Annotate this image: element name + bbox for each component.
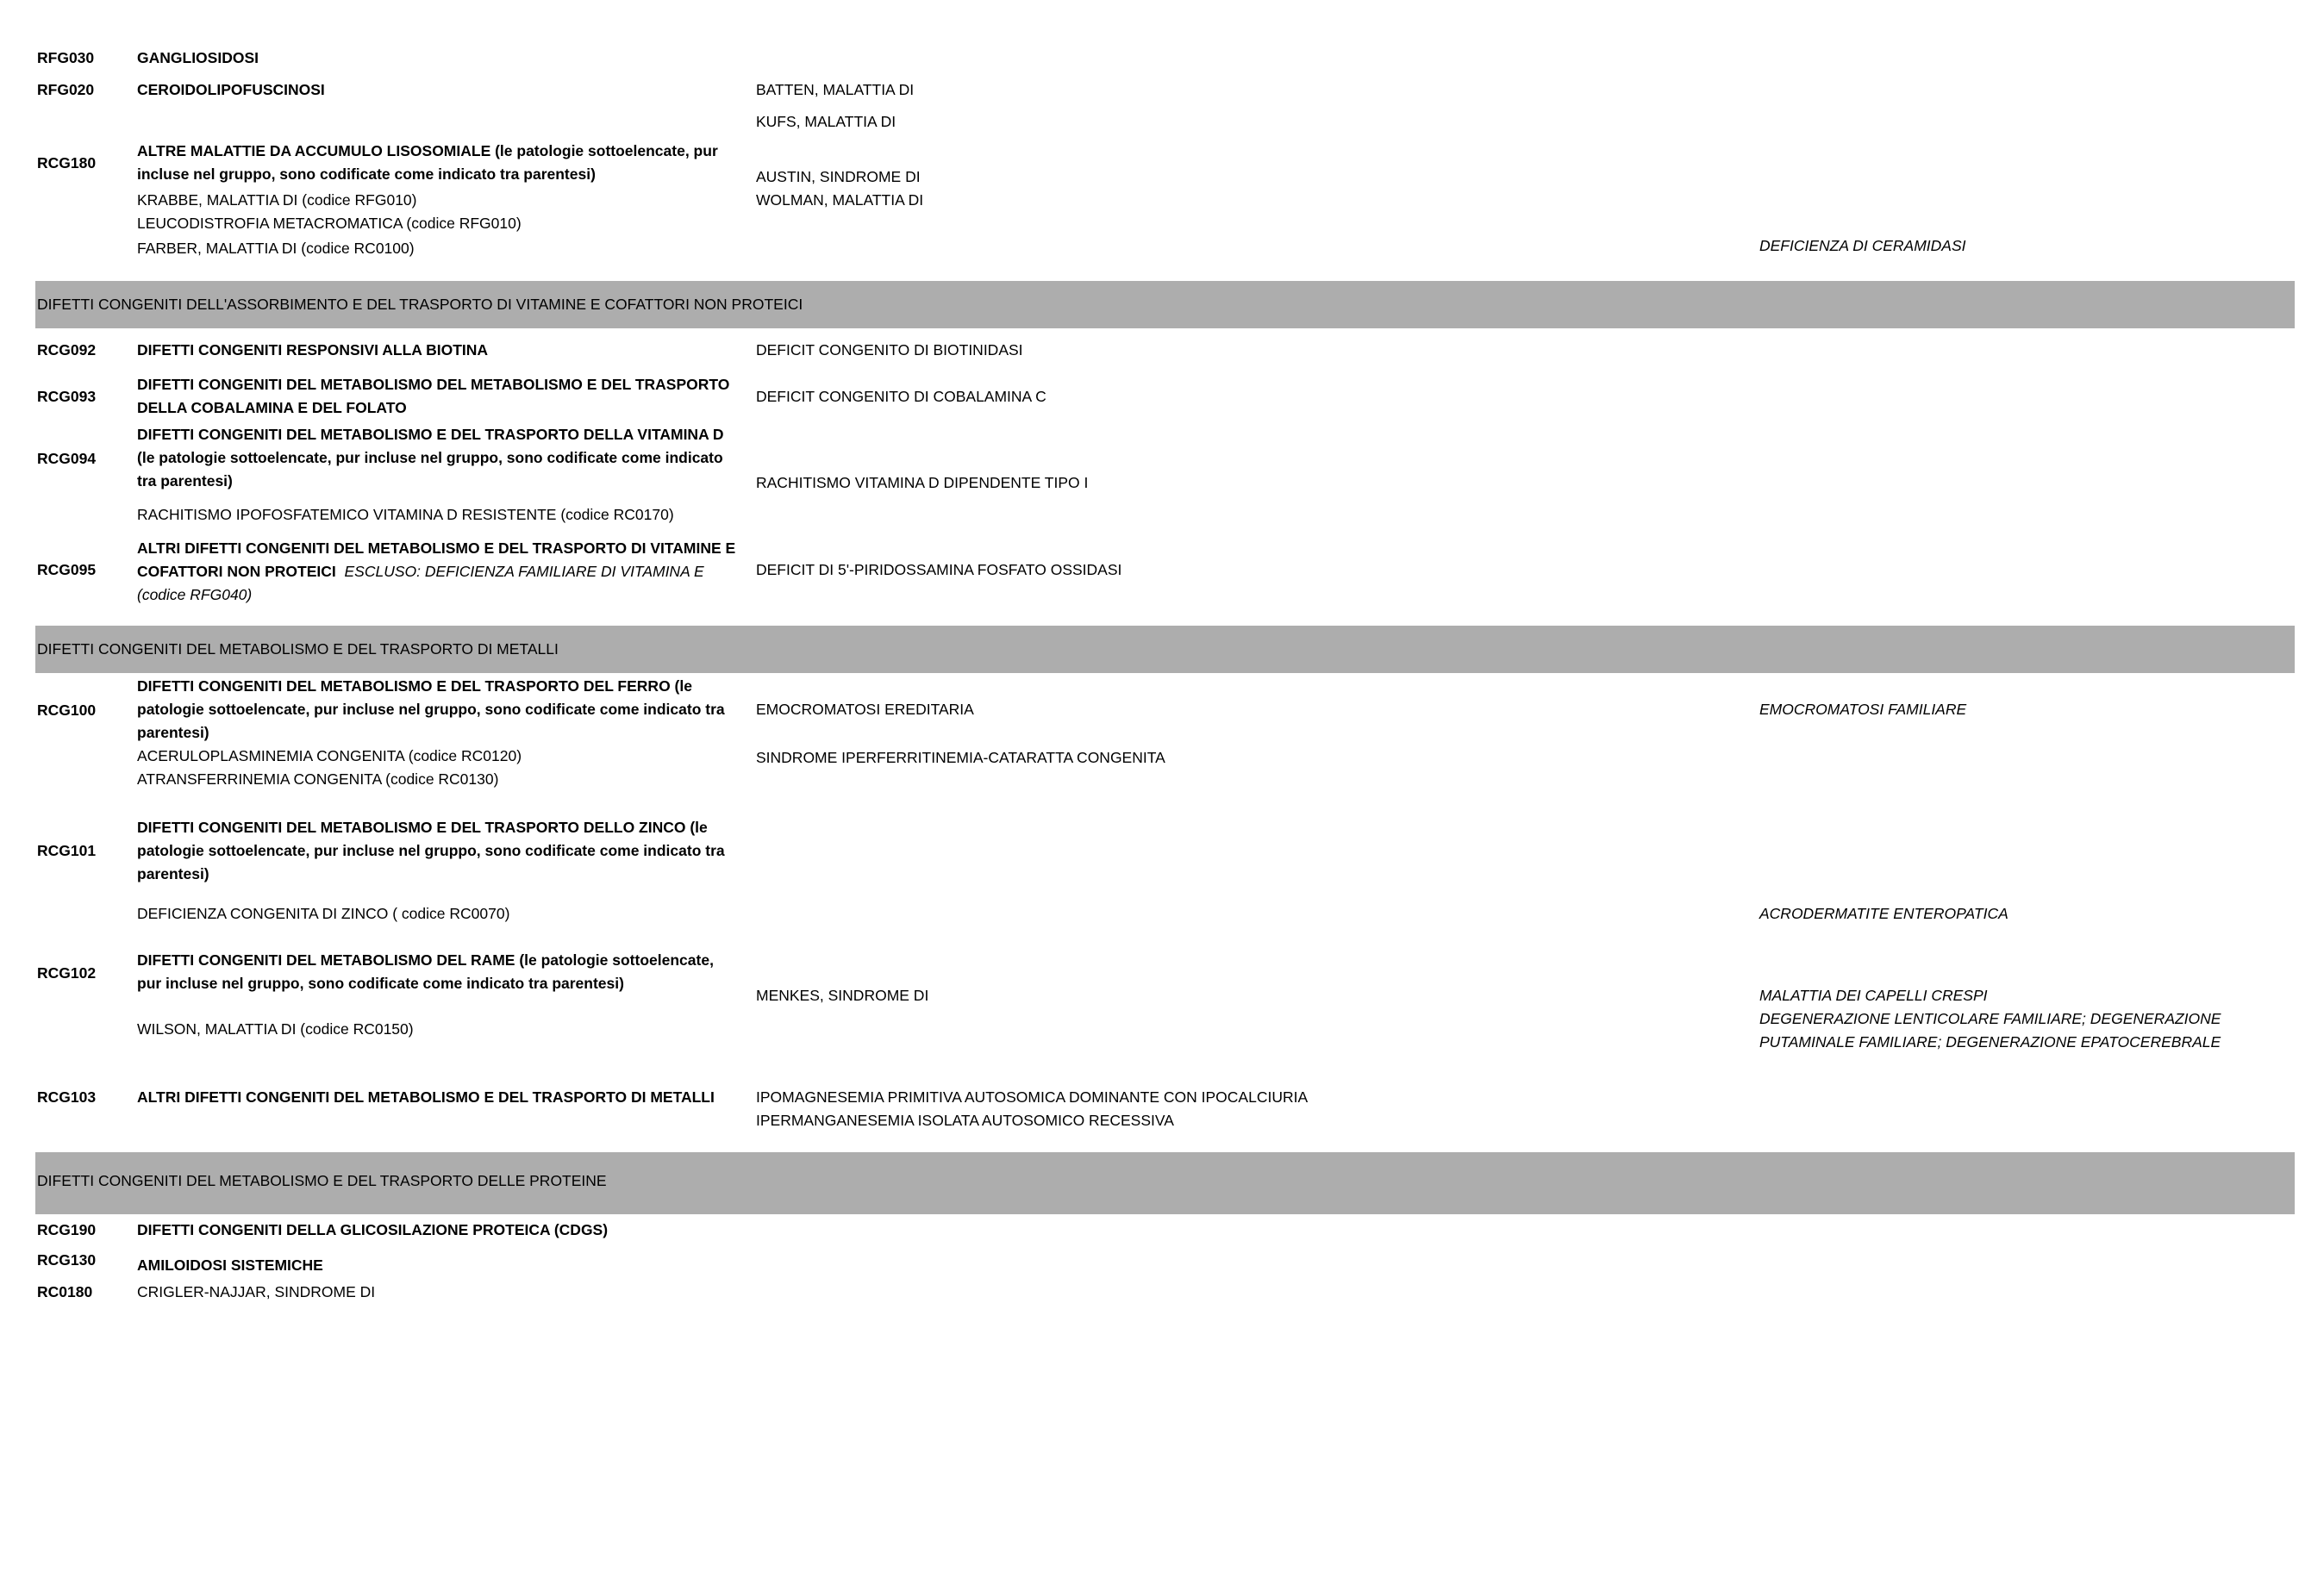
synonym-rcg094: RACHITISMO VITAMINA D DIPENDENTE TIPO I — [756, 474, 1089, 491]
title-rcg102-2: pur incluse nel gruppo, sono codificate come indicato tra parentesi) — [137, 975, 624, 992]
exclusion-code-rcg095: (codice RFG040) — [137, 586, 253, 603]
synonym-rcg095: DEFICIT DI 5'-PIRIDOSSAMINA FOSFATO OSSIDASI — [756, 561, 1122, 578]
title-rcg101-3: parentesi) — [137, 865, 209, 882]
code-rcg093: RCG093 — [37, 388, 97, 405]
code-rfg030: RFG030 — [37, 49, 95, 66]
synonym-rfg020-1: BATTEN, MALATTIA DI — [756, 81, 915, 98]
title-rfg030: GANGLIOSIDOSI — [137, 49, 259, 66]
section-band-proteine — [35, 1152, 2295, 1214]
sub-rcg180-3: FARBER, MALATTIA DI (codice RC0100) — [137, 240, 415, 257]
title-rcg101-1: DIFETTI CONGENITI DEL METABOLISMO E DEL TRASPORTO DELLO ZINCO (le — [137, 819, 708, 836]
sub-rcg102: WILSON, MALATTIA DI (codice RC0150) — [137, 1020, 414, 1038]
sub-rcg100-2: ATRANSFERRINEMIA CONGENITA (codice RC0130) — [137, 770, 499, 788]
code-rcg102: RCG102 — [37, 964, 97, 982]
title-rcg095-1: ALTRI DIFETTI CONGENITI DEL METABOLISMO E DEL TRASPORTO DI VITAMINE E — [137, 539, 736, 557]
alt-name-rcg101: ACRODERMATITE ENTEROPATICA — [1759, 905, 2009, 922]
synonym-rcg102: MENKES, SINDROME DI — [756, 987, 929, 1004]
section-band-vitamine — [35, 281, 2295, 328]
code-rcg095: RCG095 — [37, 561, 97, 578]
title-rcg093-2: DELLA COBALAMINA E DEL FOLATO — [137, 399, 407, 416]
sub-rcg180-1: KRABBE, MALATTIA DI (codice RFG010) — [137, 191, 417, 209]
code-rfg020: RFG020 — [37, 81, 95, 98]
sub-rcg101: DEFICIENZA CONGENITA DI ZINCO ( codice RC0070) — [137, 905, 510, 922]
title-rcg092: DIFETTI CONGENITI RESPONSIVI ALLA BIOTINA — [137, 341, 489, 359]
sub-rcg180-2: LEUCODISTROFIA METACROMATICA (codice RFG010) — [137, 215, 522, 232]
code-rcg103: RCG103 — [37, 1088, 97, 1106]
title-rcg100-2: patologie sottoelencate, pur incluse nel gruppo, sono codificate come indicato tra — [137, 701, 725, 718]
title-rcg100-1: DIFETTI CONGENITI DEL METABOLISMO E DEL TRASPORTO DEL FERRO (le — [137, 677, 692, 695]
sub-rcg100-1: ACERULOPLASMINEMIA CONGENITA (codice RC0120) — [137, 747, 522, 764]
section-title-metalli: DIFETTI CONGENITI DEL METABOLISMO E DEL TRASPORTO DI METALLI — [37, 640, 559, 658]
code-rcg094: RCG094 — [37, 450, 97, 467]
title-rcg101-2: patologie sottoelencate, pur incluse nel gruppo, sono codificate come indicato tra — [137, 842, 725, 859]
synonym-rcg103-2: IPERMANGANESEMIA ISOLATA AUTOSOMICO RECESSIVA — [756, 1112, 1174, 1129]
synonym-rcg103-1: IPOMAGNESEMIA PRIMITIVA AUTOSOMICA DOMINANTE CON IPOCALCIURIA — [756, 1088, 1309, 1106]
title-rcg094-3: tra parentesi) — [137, 472, 233, 489]
title-rcg095-2-line — [137, 560, 704, 583]
title-rcg103: ALTRI DIFETTI CONGENITI DEL METABOLISMO E DEL TRASPORTO DI METALLI — [137, 1088, 715, 1106]
code-rcg130: RCG130 — [37, 1251, 97, 1269]
title-rcg094-2: (le patologie sottoelencate, pur incluse nel gruppo, sono codificate come indicato — [137, 449, 723, 466]
section-title-proteine: DIFETTI CONGENITI DEL METABOLISMO E DEL TRASPORTO DELLE PROTEINE — [37, 1172, 607, 1189]
title-rcg100-3: parentesi) — [137, 724, 209, 741]
title-rcg180-2: incluse nel gruppo, sono codificate come indicato tra parentesi) — [137, 165, 596, 183]
alt-name-rcg102-2: DEGENERAZIONE LENTICOLARE FAMILIARE; DEGENERAZIONE — [1759, 1010, 2221, 1027]
title-rfg020: CEROIDOLIPOFUSCINOSI — [137, 81, 325, 98]
synonym-rcg100-1: EMOCROMATOSI EREDITARIA — [756, 701, 974, 718]
title-rcg102-1: DIFETTI CONGENITI DEL METABOLISMO DEL RAME (le patologie sottoelencate, — [137, 951, 714, 969]
title-rcg093-1: DIFETTI CONGENITI DEL METABOLISMO DEL METABOLISMO E DEL TRASPORTO — [137, 376, 730, 393]
code-rcg180: RCG180 — [37, 154, 97, 171]
code-rcg190: RCG190 — [37, 1221, 97, 1238]
alt-name-rcg102-3: PUTAMINALE FAMILIARE; DEGENERAZIONE EPATOCEREBRALE — [1759, 1033, 2221, 1051]
synonym-rcg180-2: WOLMAN, MALATTIA DI — [756, 191, 924, 209]
synonym-rcg180-1: AUSTIN, SINDROME DI — [756, 168, 921, 185]
exclusion-note-rcg095: ESCLUSO: DEFICIENZA FAMILIARE DI VITAMINA E — [344, 563, 704, 580]
code-rcg101: RCG101 — [37, 842, 97, 859]
title-rcg180-1: ALTRE MALATTIE DA ACCUMULO LISOSOMIALE (le patologie sottoelencate, pur — [137, 142, 718, 159]
title-rc0180: CRIGLER-NAJJAR, SINDROME DI — [137, 1283, 376, 1300]
synonym-rcg092: DEFICIT CONGENITO DI BIOTINIDASI — [756, 341, 1023, 359]
sub-rcg094: RACHITISMO IPOFOSFATEMICO VITAMINA D RESISTENTE (codice RC0170) — [137, 506, 674, 523]
title-rcg190: DIFETTI CONGENITI DELLA GLICOSILAZIONE PROTEICA (CDGS) — [137, 1221, 609, 1238]
alt-name-rcg102-1: MALATTIA DEI CAPELLI CRESPI — [1759, 987, 1988, 1004]
title-rcg094-1: DIFETTI CONGENITI DEL METABOLISMO E DEL TRASPORTO DELLA VITAMINA D — [137, 426, 724, 443]
title-rcg130: AMILOIDOSI SISTEMICHE — [137, 1256, 323, 1274]
code-rcg100: RCG100 — [37, 701, 97, 719]
title-rcg095-2: COFATTORI NON PROTEICI — [137, 563, 336, 580]
section-title-vitamine: DIFETTI CONGENITI DELL'ASSORBIMENTO E DEL TRASPORTO DI VITAMINE E COFATTORI NON PROTEICI — [37, 296, 803, 313]
code-rc0180: RC0180 — [37, 1283, 93, 1300]
synonym-rfg020-2: KUFS, MALATTIA DI — [756, 113, 896, 130]
alt-name-rcg100: EMOCROMATOSI FAMILIARE — [1759, 701, 1967, 718]
code-rcg092: RCG092 — [37, 341, 97, 359]
synonym-rcg093: DEFICIT CONGENITO DI COBALAMINA C — [756, 388, 1046, 405]
synonym-rcg100-2: SINDROME IPERFERRITINEMIA-CATARATTA CONGENITA — [756, 749, 1165, 766]
alt-name-rcg180: DEFICIENZA DI CERAMIDASI — [1759, 237, 1966, 254]
section-band-metalli — [35, 626, 2295, 673]
